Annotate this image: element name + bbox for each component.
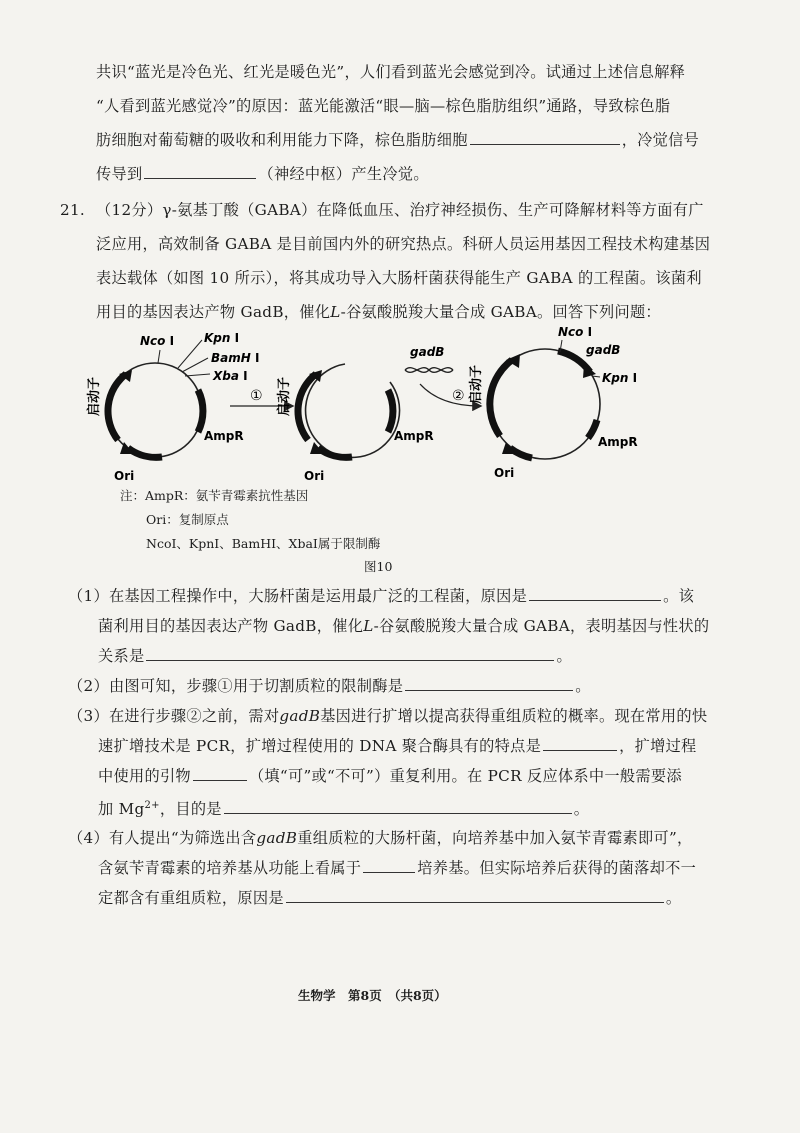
step2-label: ② [452,388,465,404]
ori-label: Ori [494,466,515,480]
answer-blank[interactable] [405,676,573,691]
bamh-label: BamH I [211,351,260,365]
answer-blank[interactable] [144,164,256,179]
plasmid-cut [276,364,434,483]
answer-blank[interactable] [363,858,415,873]
kpn-label: Kpn I [602,371,638,385]
plasmid-recombinant [468,325,638,480]
nco-label: Nco I [140,334,175,348]
q3-line-1: （3）在进行步骤②之前，需对gadB基因进行扩增以提高获得重组质粒的概率。现在常用的快 [68,707,708,725]
q21-line-4: 用目的基因表达产物 GadB，催化L-谷氨酸脱羧大量合成 GABA。回答下列问题： [96,303,661,321]
answer-blank[interactable] [146,646,554,661]
q3-line-2: 速扩增技术是 PCR，扩增过程使用的 DNA 聚合酶具有的特点是 ，扩增过程 [98,737,697,755]
ampr-label: AmpR [598,435,638,449]
q21-line-1: （12分）γ-氨基丁酸（GABA）在降低血压、治疗神经损伤、生产可降解材料等方面有广 [96,201,704,219]
ampr-label: AmpR [394,429,434,443]
gadb-label: gadB [586,343,621,357]
answer-blank[interactable] [286,888,664,903]
gadb-fragment [405,345,453,372]
kpn-label: Kpn I [204,331,240,345]
question-number: 21. [60,201,86,219]
plasmid-figure [80,322,660,492]
q1-line-1: （1）在基因工程操作中，大肠杆菌是运用最广泛的工程菌，原因是 。该 [68,587,695,605]
q3-line-4: 加 $Mg^{2+}$，目的是 。 [98,800,590,818]
figure-caption: 图10 [364,559,393,574]
promoter-label: 启动子 [87,376,102,416]
figure-note-enzymes: NcoⅠ、KpnⅠ、BamHⅠ、XbaⅠ属于限制酶 [146,536,381,551]
step1-label: ① [250,388,263,404]
q20-line-1: 共识“蓝光是冷色光、红光是暖色光”，人们看到蓝光会感觉到冷。试通过上述信息解释 [96,63,686,81]
q1-line-3: 关系是 。 [98,647,572,665]
q4-line-1: （4）有人提出“为筛选出含gadB重组质粒的大肠杆菌，向培养基中加入氨苄青霉素即可”， [68,829,693,847]
answer-blank[interactable] [543,736,617,751]
plasmid-original [86,331,259,483]
q21-line-3: 表达载体（如图 10 所示），将其成功导入大肠杆菌获得能生产 GABA 的工程菌。该菌利 [96,269,702,287]
q21-line-2: 泛应用，高效制备 GABA 是目前国内外的研究热点。科研人员运用基因工程技术构建基因 [96,235,711,253]
answer-blank[interactable] [529,586,661,601]
promoter-label: 启动子 [277,376,292,416]
q20-line-2: “人看到蓝光感觉冷”的原因：蓝光能激活“眼—脑—棕色脂肪组织”通路，导致棕色脂 [96,97,671,115]
ori-label: Ori [114,469,135,483]
q4-line-2: 含氨苄青霉素的培养基从功能上看属于 培养基。但实际培养后获得的菌落却不一 [98,859,697,877]
figure-note-ampr: 注：AmpR：氨苄青霉素抗性基因 [120,488,309,503]
answer-blank[interactable] [224,799,572,814]
nco-label: Nco I [558,325,593,339]
figure-note-ori: Ori：复制原点 [146,512,229,527]
q20-line-4: 传导到 （神经中枢）产生冷觉。 [96,165,429,183]
page-footer: 生物学 第8页 （共8页） [298,988,447,1003]
q4-line-3: 定都含有重组质粒，原因是 。 [98,889,682,907]
xba-label: Xba I [213,369,248,383]
answer-blank[interactable] [193,766,247,781]
ori-label: Ori [304,469,325,483]
q3-line-3: 中使用的引物 （填“可”或“不可”）重复利用。在 PCR 反应体系中一般需要添 [98,767,682,785]
q2-line: （2）由图可知，步骤①用于切割质粒的限制酶是 。 [68,677,591,695]
promoter-label: 启动子 [469,364,484,404]
q20-line-3: 肪细胞对葡萄糖的吸收和利用能力下降，棕色脂肪细胞 ，冷觉信号 [96,131,700,149]
answer-blank[interactable] [470,130,620,145]
svg-text:gadB: gadB [410,345,445,359]
ampr-label: AmpR [204,429,244,443]
q1-line-2: 菌利用目的基因表达产物 GadB，催化L-谷氨酸脱羧大量合成 GABA，表明基因与性状的 [98,617,710,635]
